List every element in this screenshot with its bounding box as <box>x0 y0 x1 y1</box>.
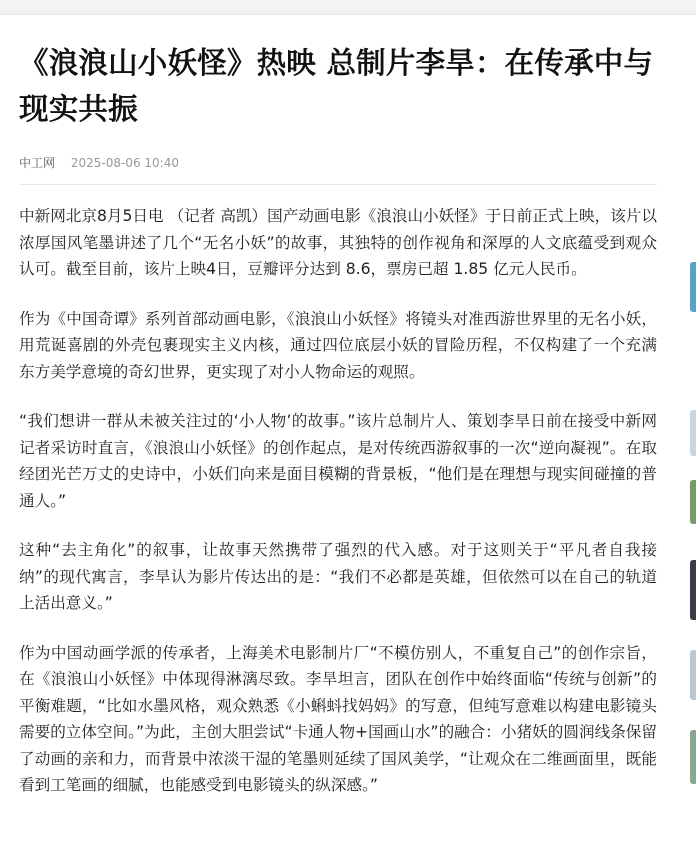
sidebar-thumbnail[interactable] <box>690 480 696 524</box>
article-date: 2025-08-06 10:40 <box>70 156 179 170</box>
paragraph: 中新网北京8月5日电 （记者 高凯）国产动画电影《浪浪山小妖怪》于日前正式上映，该片以浓厚国风笔墨讲述了几个“无名小妖”的故事，其独特的创作视角和深厚的人文底蕴受到观众认可。截至目前，该片上映4日，豆瓣评分达到 8.6，票房已超 1.85 亿元人民币。 <box>19 207 657 278</box>
sidebar-thumbnail[interactable] <box>690 262 696 312</box>
sidebar-thumbnail[interactable] <box>690 730 696 784</box>
sidebar-thumbnail[interactable] <box>690 410 696 456</box>
paragraph: 这种“去主角化”的叙事，让故事天然携带了强烈的代入感。对于这则关于“平凡者自我接纳”的现代寓言，李旱认为影片传达出的是：“我们不必都是英雄，但依然可以在自己的轨道上活出意义。” <box>19 541 657 612</box>
article-meta <box>19 154 657 185</box>
paragraph: 作为中国动画学派的传承者，上海美术电影制片厂“不模仿别人，不重复自己”的创作宗旨，在《浪浪山小妖怪》中体现得淋漓尽致。李旱坦言，团队在创作中始终面临“传统与创新”的平衡难题，“比如水墨风格，观众熟悉《小蝌蚪找妈妈》的写意，但纯写意难以构建电影镜头需要的立体空间。”为此，主创大胆尝试“卡通人物+国画山水”的融合：小猪妖的圆润线条保留了动画的亲和力，而背景中浓淡干湿的笔墨则延续了国风美学，“让观众在二维画面里，既能看到工笔画的细腻，也能感受到电影镜头的纵深感。” <box>19 643 657 794</box>
sidebar-thumbnail[interactable] <box>690 650 696 700</box>
paragraph: 作为《中国奇谭》系列首部动画电影，《浪浪山小妖怪》将镜头对准西游世界里的无名小妖，用荒诞喜剧的外壳包裹现实主义内核，通过四位底层小妖的冒险历程，不仅构建了一个充满东方美学意境的奇幻世界，更实现了对小人物命运的观照。 <box>19 309 657 381</box>
article <box>19 40 657 822</box>
article-source[interactable]: 中工网 <box>19 156 56 170</box>
paragraph: “我们想讲一群从未被关注过的‘小人物’的故事。”该片总制片人、策划李旱日前在接受中新网记者采访时直言，《浪浪山小妖怪》的创作起点，是对传统西游叙事的一次“逆向凝视”。在取经团光芒万丈的史诗中，小妖们向来是面目模糊的背景板，“他们是在理想与现实间碰撞的普通人。” <box>19 412 657 510</box>
article-body <box>19 203 657 799</box>
sidebar-thumbnail[interactable] <box>690 560 696 620</box>
top-bar <box>0 0 696 15</box>
article-title: 《浪浪山小妖怪》热映 总制片李旱：在传承中与现实共振 <box>19 46 654 126</box>
